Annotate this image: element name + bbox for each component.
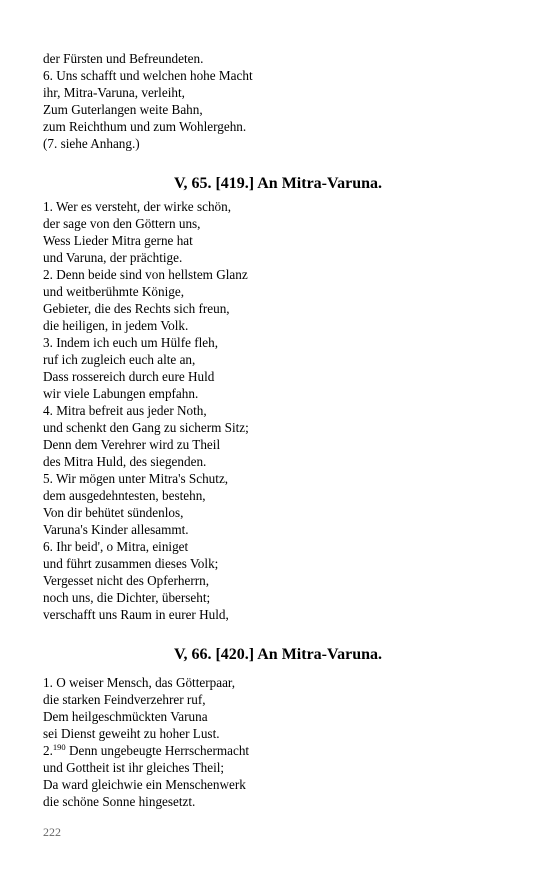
text-line: 1. O weiser Mensch, das Götterpaar,: [43, 675, 236, 690]
text-line: Von dir behütet sündenlos,: [43, 505, 184, 520]
text-line: Dem heilgeschmückten Varuna: [43, 709, 208, 724]
text-line: 3. Indem ich euch um Hülfe fleh,: [43, 335, 219, 350]
verse-line-with-footnote: [43, 742, 513, 759]
text-line: Vergesset nicht des Opferherrn,: [43, 573, 210, 588]
hymn-2-block: [43, 674, 513, 810]
text-line: 6. Uns schafft und welchen hohe Macht: [43, 68, 253, 83]
text-line: des Mitra Huld, des siegenden.: [43, 454, 207, 469]
text-line: Zum Guterlangen weite Bahn,: [43, 102, 203, 117]
text-line: Gebieter, die des Rechts sich freun,: [43, 301, 230, 316]
text-line: die starken Feindverzehrer ruf,: [43, 692, 206, 707]
text-line: Varuna's Kinder allesammt.: [43, 522, 189, 537]
text-line: Da ward gleichwie ein Menschenwerk: [43, 777, 246, 792]
text-line: und Gottheit ist ihr gleiches Theil;: [43, 760, 225, 775]
text-line: und Varuna, der prächtige.: [43, 250, 183, 265]
hymn-heading: V, 65. [419.] An Mitra-Varuna.: [173, 175, 382, 192]
text-line: zum Reichthum und zum Wohlergehn.: [43, 119, 247, 134]
verse-text: Denn ungebeugte Herrschermacht: [65, 743, 250, 758]
text-line: 1. Wer es versteht, der wirke schön,: [43, 199, 232, 214]
text-line: Denn dem Verehrer wird zu Theil: [43, 437, 221, 452]
text-line: und schenkt den Gang zu sicherm Sitz;: [43, 420, 249, 435]
text-line: 5. Wir mögen unter Mitra's Schutz,: [43, 471, 229, 486]
text-line: und führt zusammen dieses Volk;: [43, 556, 219, 571]
text-line: ruf ich zugleich euch alte an,: [43, 352, 196, 367]
text-line: 2. Denn beide sind von hellstem Glanz: [43, 267, 248, 282]
text-line: wir viele Labungen empfahn.: [43, 386, 199, 401]
hymn-1-block: [43, 198, 513, 623]
page-text: [43, 50, 513, 810]
text-line: die schöne Sonne hingesetzt.: [43, 794, 196, 809]
text-line: 4. Mitra befreit aus jeder Noth,: [43, 403, 207, 418]
hymn-heading: V, 66. [420.] An Mitra-Varuna.: [173, 646, 382, 663]
text-line: dem ausgedehntesten, bestehn,: [43, 488, 206, 503]
text-line: die heiligen, in jedem Volk.: [43, 318, 189, 333]
page-number: 222: [43, 825, 61, 839]
text-line: ihr, Mitra-Varuna, verleiht,: [43, 85, 185, 100]
text-line: der Fürsten und Befreundeten.: [43, 51, 204, 66]
footnote-reference[interactable]: 190: [52, 742, 66, 752]
text-line: (7. siehe Anhang.): [43, 136, 140, 151]
text-line: der sage von den Göttern uns,: [43, 216, 201, 231]
text-line: Dass rossereich durch eure Huld: [43, 369, 215, 384]
text-line: sei Dienst geweiht zu hoher Lust.: [43, 726, 220, 741]
text-line: 6. Ihr beid', o Mitra, einiget: [43, 539, 189, 554]
text-line: Wess Lieder Mitra gerne hat: [43, 233, 193, 248]
text-line: noch uns, die Dichter, überseht;: [43, 590, 211, 605]
verse-number: 2.: [43, 743, 53, 758]
intro-block: [43, 50, 513, 152]
text-line: und weitberühmte Könige,: [43, 284, 184, 299]
text-line: verschafft uns Raum in eurer Huld,: [43, 607, 229, 622]
